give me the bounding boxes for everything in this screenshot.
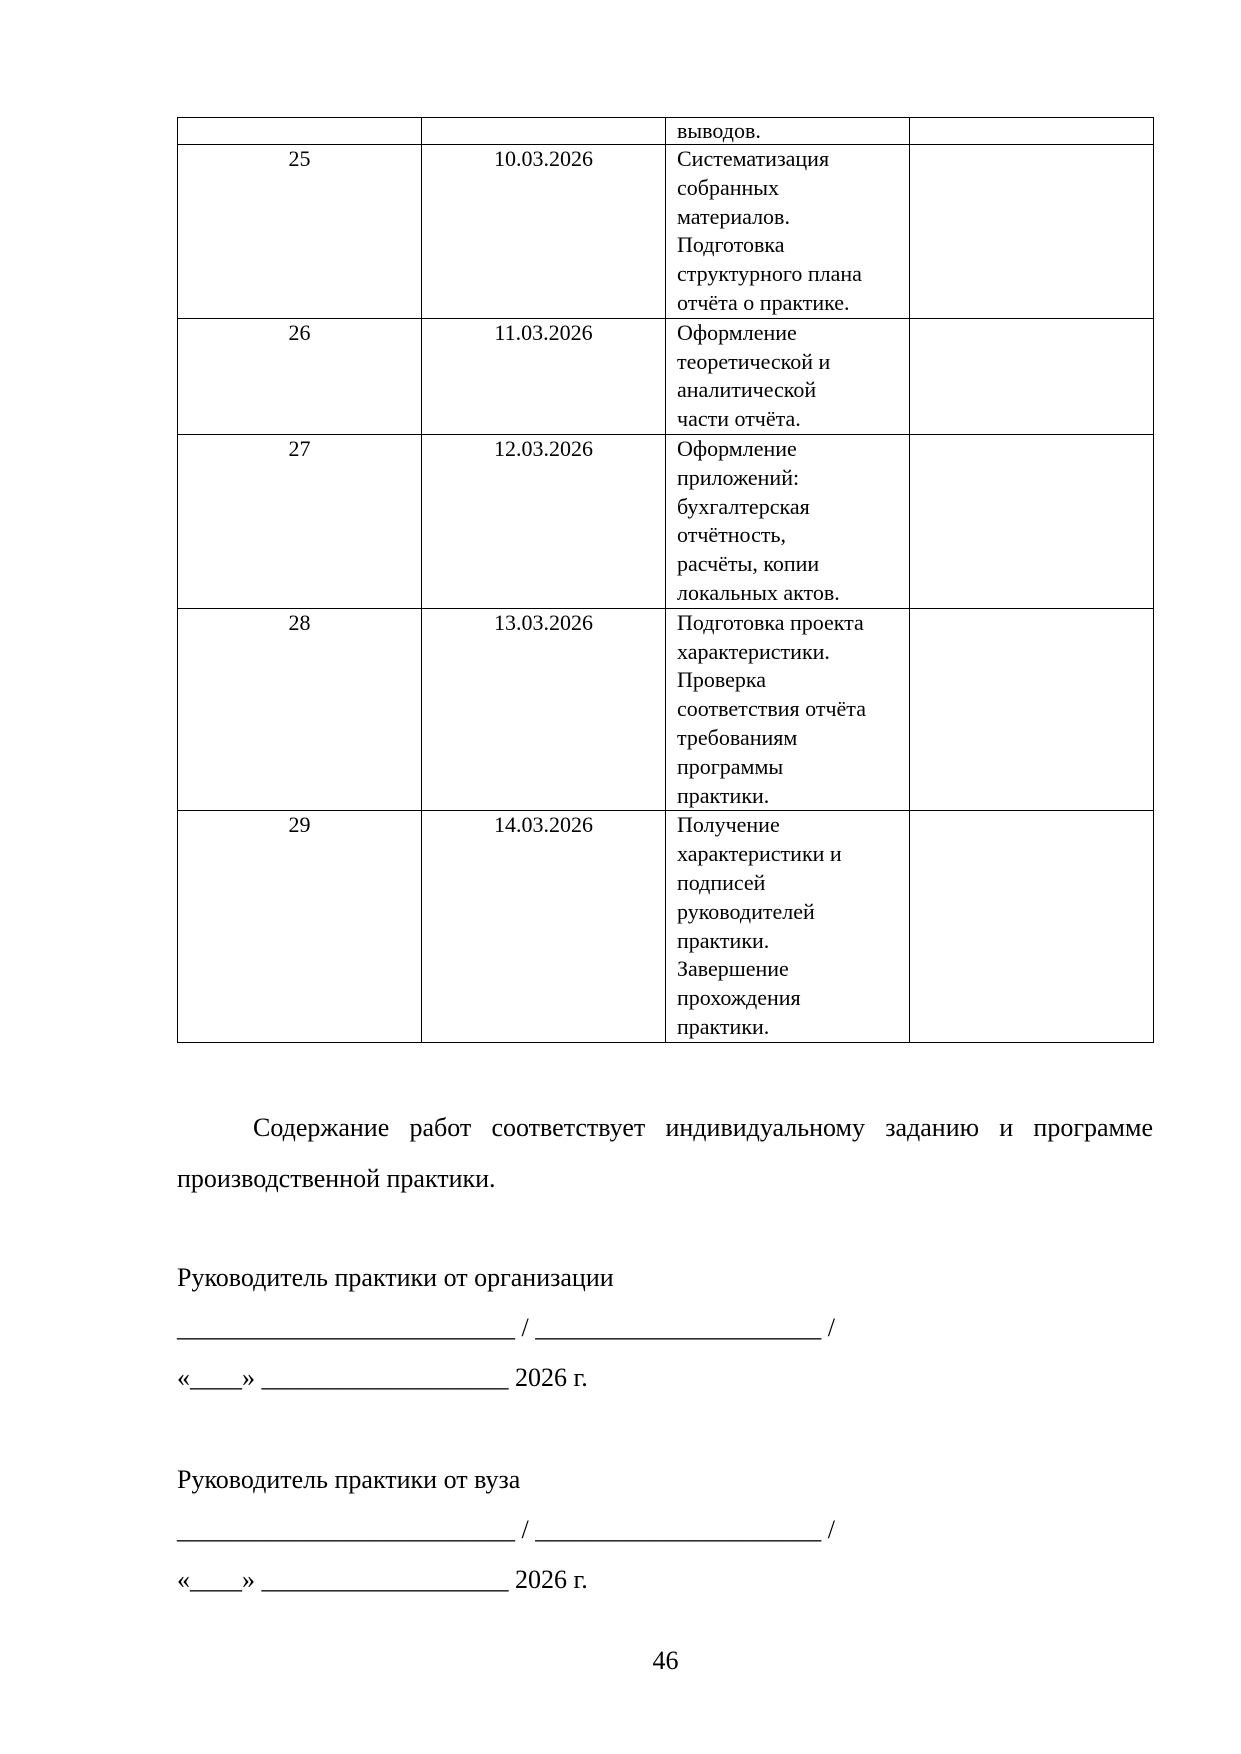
supervisor-note-cell (910, 318, 1154, 434)
table-row (178, 318, 1154, 434)
day-number-cell: 27 (178, 434, 422, 608)
description-line: аналитической (677, 377, 817, 403)
description-line: практики. (677, 782, 770, 808)
description-line: отчёта о практике. (677, 289, 850, 315)
day-number-cell (178, 118, 422, 145)
work-description-cell (666, 811, 910, 1042)
description-line: структурного плана (677, 261, 862, 287)
practice-log-body (178, 118, 1154, 1043)
description-line: Подготовка (677, 232, 785, 258)
university-supervisor-title: Руководитель практики от вуза (177, 1465, 521, 1494)
table-row (178, 118, 1154, 145)
compliance-statement: Содержание работ соответствует индивидуальному заданию и программе производственной практики. (177, 1113, 1153, 1193)
description-line: Оформление (677, 319, 797, 345)
description-line: Оформление (677, 435, 797, 461)
supervisor-note-cell (910, 145, 1154, 319)
description-line: бухгалтерская (677, 493, 810, 519)
description-line: практики. (677, 927, 770, 953)
description-line: материалов. (677, 203, 790, 229)
date-cell: 13.03.2026 (422, 608, 666, 811)
description-line: характеристики и (677, 841, 842, 867)
supervisor-note-cell (910, 811, 1154, 1042)
description-line: соответствия отчёта (677, 696, 866, 722)
description-line: Систематизация (677, 146, 830, 171)
description-line: Получение (677, 812, 780, 838)
table-row (178, 145, 1154, 319)
table-row (178, 434, 1154, 608)
description-line: части отчёта. (677, 406, 801, 432)
description-line: Подготовка проекта (677, 609, 864, 635)
org-supervisor-date-line: «____» ___________________ 2026 г. (177, 1363, 588, 1392)
work-description-cell (666, 118, 910, 145)
work-description-cell (666, 318, 910, 434)
university-supervisor-sign-line: __________________________ / ______________________ / (177, 1515, 835, 1544)
page-number: 46 (652, 1646, 679, 1675)
description-line: руководителей (677, 898, 815, 924)
day-number-cell: 26 (178, 318, 422, 434)
date-cell (422, 118, 666, 145)
supervisor-note-cell (910, 118, 1154, 145)
org-supervisor-title: Руководитель практики от организации (177, 1263, 614, 1292)
description-line: Завершение (677, 956, 789, 982)
description-line: локальных актов. (677, 579, 840, 605)
description-line: подписей (677, 869, 766, 895)
work-description-cell (666, 434, 910, 608)
table-row (178, 811, 1154, 1042)
date-cell: 12.03.2026 (422, 434, 666, 608)
description-line: прохождения (677, 985, 801, 1011)
supervisor-note-cell (910, 608, 1154, 811)
day-number-cell: 29 (178, 811, 422, 1042)
description-line: отчётность, (677, 522, 787, 548)
university-supervisor-date-line: «____» ___________________ 2026 г. (177, 1565, 588, 1594)
date-cell: 10.03.2026 (422, 145, 666, 319)
description-line: собранных (677, 174, 780, 200)
description-line: теоретической и (677, 348, 831, 374)
description-line: характеристики. (677, 638, 830, 664)
day-number-cell: 25 (178, 145, 422, 319)
description-line: Проверка (677, 667, 767, 693)
date-cell: 14.03.2026 (422, 811, 666, 1042)
work-description-cell (666, 608, 910, 811)
description-line: требованиям (677, 724, 798, 750)
description-line: практики. (677, 1013, 770, 1039)
description-line: программы (677, 753, 784, 779)
org-supervisor-sign-line: __________________________ / ______________________ / (177, 1313, 835, 1342)
day-number-cell: 28 (178, 608, 422, 811)
table-row (178, 608, 1154, 811)
date-cell: 11.03.2026 (422, 318, 666, 434)
work-description-cell (666, 145, 910, 319)
description-line: расчёты, копии (677, 551, 820, 577)
description-line: приложений: (677, 464, 800, 490)
supervisor-note-cell (910, 434, 1154, 608)
practice-log-table (177, 117, 1154, 1043)
description-line: выводов. (677, 118, 761, 143)
